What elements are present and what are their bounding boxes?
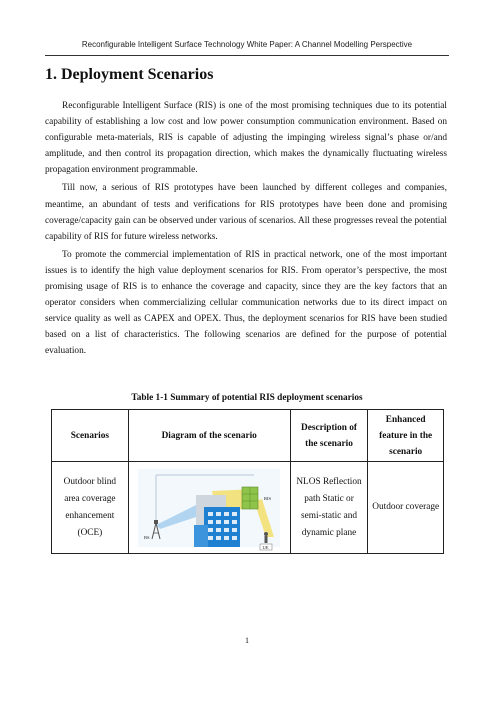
building-low bbox=[194, 525, 208, 547]
section-title: 1. Deployment Scenarios bbox=[45, 66, 214, 83]
ris-label: RIS bbox=[264, 495, 272, 501]
paragraph: To promote the commercial implementation of RIS in practical network, one of the most important issues is to identify the high value deployment scenarios for RIS. From operator’s perspective, the most promising usage of RIS is to enhance the coverage and capacity, since they are the key factors that an operator considers when commercializing cellular communication networks due to its direct impact on service quality as well as CAPEX and OPEX. Thus, the deployment scenarios for RIS have been studied based on a list of characteristics. The following scenarios are defined for the purpose of potential evaluation. bbox=[45, 249, 447, 357]
bs-label: BS bbox=[144, 534, 150, 540]
paragraph: Till now, a serious of RIS prototypes have been launched by different colleges and companies, meantime, an abundant of tests and verifications for RIS prototypes have been done and promising coverage/capacity gain can be observed under various of scenarios. All these progresses reveal the potential capability of RIS for future wireless networks. bbox=[45, 183, 447, 242]
ris-scenario-diagram bbox=[134, 465, 284, 551]
cell-diagram bbox=[128, 462, 290, 554]
cell-scenario: Outdoor blind area coverage enhancement (OCE) bbox=[52, 462, 129, 554]
table-caption: Table 1-1 Summary of potential RIS deployment scenarios bbox=[131, 393, 363, 403]
paragraph: Reconfigurable Intelligent Surface (RIS) is one of the most promising techniques due to its potential capability of establishing a low cost and low power consumption communication environment. Based on configurable meta-materials, RIS is capable of adjusting the impinging wireless signal’s phase or/and amplitude, and then control its propagation direction, which makes the dynamically fluctuating wireless propagation environment programmable. bbox=[45, 101, 447, 176]
header-divider bbox=[45, 55, 449, 56]
deployment-scenarios-table bbox=[51, 409, 444, 554]
header-diagram: Diagram of the scenario bbox=[128, 410, 290, 462]
header-feature: Enhanced feature in the scenario bbox=[368, 410, 444, 462]
header-description: Description of the scenario bbox=[290, 410, 368, 462]
page-number: 1 bbox=[245, 636, 249, 645]
running-header: Reconfigurable Intelligent Surface Technology White Paper: A Channel Modelling Perspective bbox=[81, 40, 413, 49]
header-scenarios: Scenarios bbox=[52, 410, 129, 462]
body-text bbox=[45, 98, 447, 362]
table-row bbox=[52, 462, 444, 554]
table-header-row bbox=[52, 410, 444, 462]
cell-description: NLOS Reflection path Static or semi-static and dynamic plane bbox=[290, 462, 368, 554]
user-equipment-icon bbox=[264, 532, 268, 543]
ue-label: UE bbox=[262, 544, 269, 550]
cell-feature: Outdoor coverage bbox=[368, 462, 444, 554]
